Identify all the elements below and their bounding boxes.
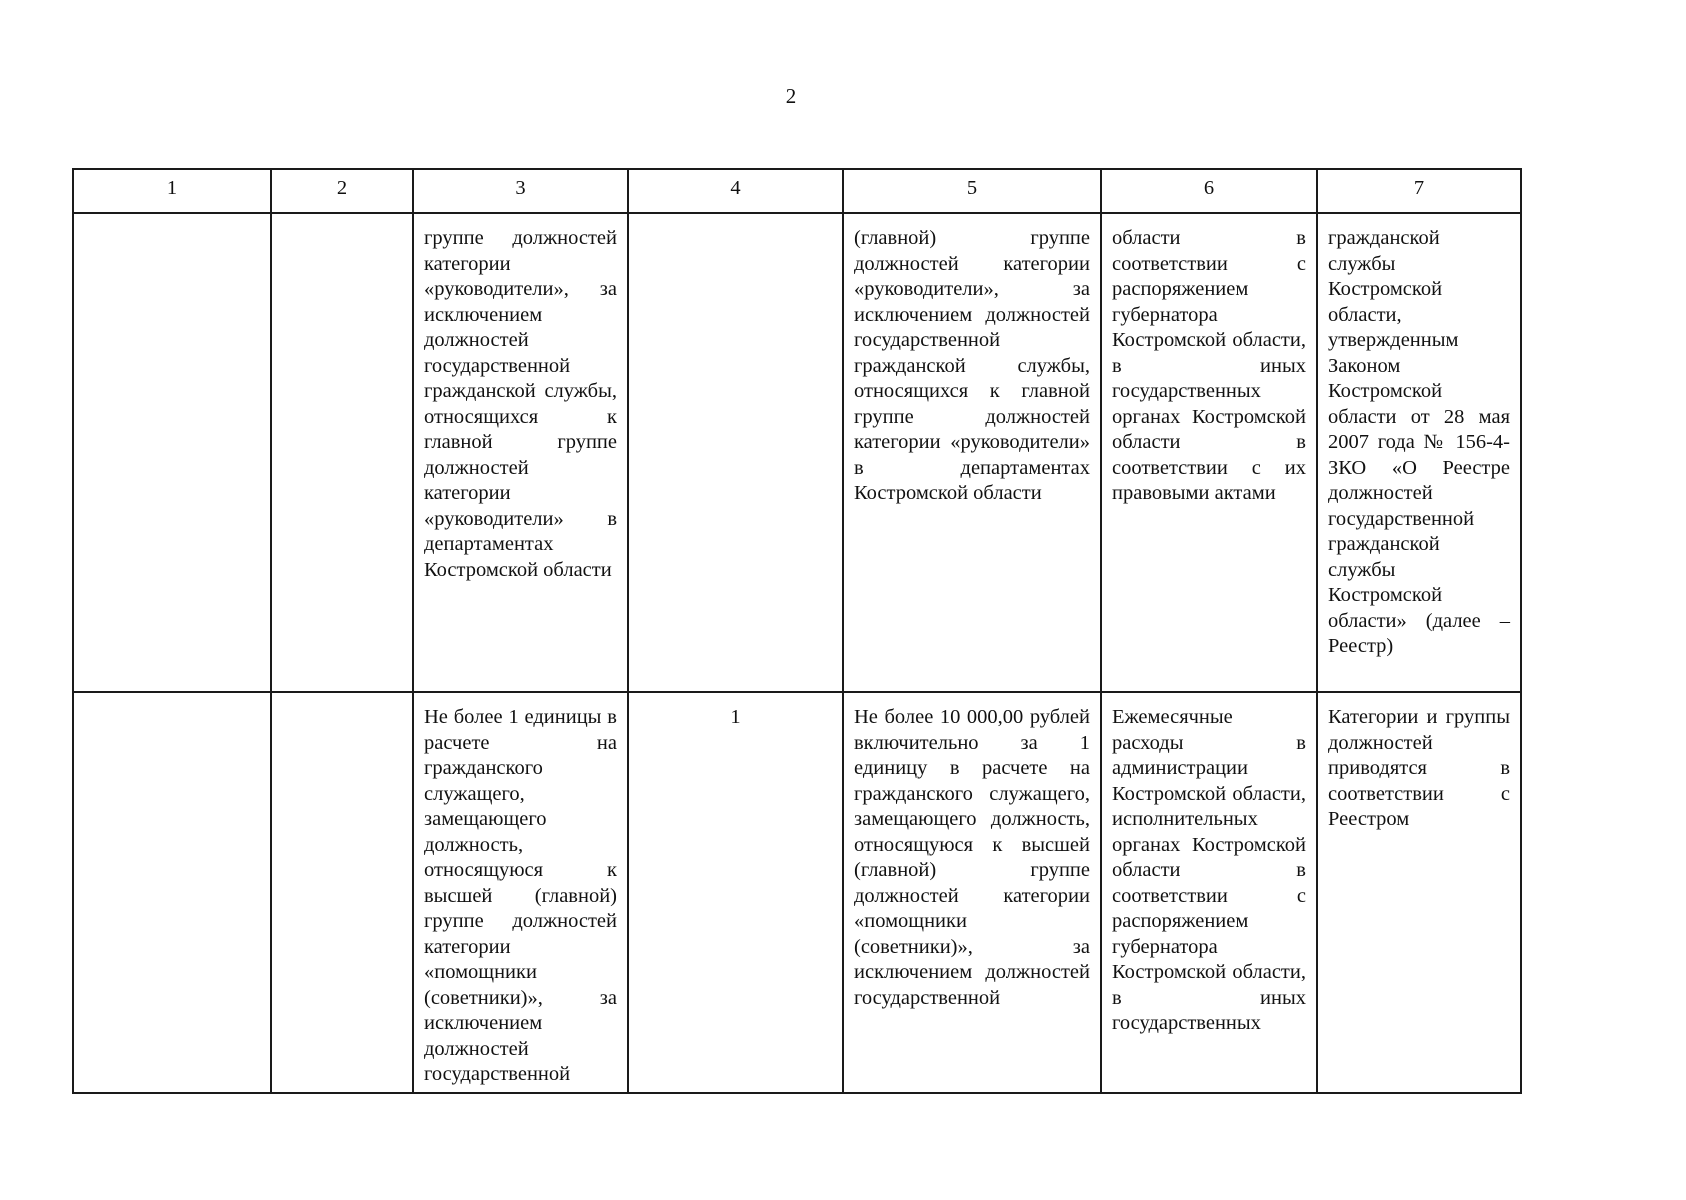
column-header-1: 1 <box>73 169 271 213</box>
column-header-3: 3 <box>413 169 628 213</box>
column-header-7: 7 <box>1317 169 1521 213</box>
table-cell-col6: области в соответствии с распоряжением губернатора Костромской области, в иных государственных органах Костромской области в соответствии с их правовыми актами <box>1101 213 1317 692</box>
table-cell-col5: Не более 10 000,00 рублей включительно за 1 единицу в расчете на гражданского служащего, замещающего должность, относящуюся к высшей (главной) группе должностей категории «помощники (советники)», за исключением должностей государственной <box>843 692 1101 1093</box>
document-table <box>72 168 1522 1094</box>
table-cell-col3: группе должностей категории «руководители», за исключением должностей государственной гражданской службы, относящихся к главной группе должностей категории «руководители» в департаментах Костромской области <box>413 213 628 692</box>
header-row <box>73 169 1521 213</box>
table-row <box>73 692 1521 1093</box>
page-number: 2 <box>785 84 797 108</box>
table-cell-col6: Ежемесячные расходы в администрации Костромской области, исполнительных органах Костромской области в соответствии с распоряжением губернатора Костромской области, в иных государственных <box>1101 692 1317 1093</box>
column-header-5: 5 <box>843 169 1101 213</box>
table-cell-col4 <box>628 213 843 692</box>
table-row <box>73 213 1521 692</box>
table-cell-col5: (главной) группе должностей категории «руководители», за исключением должностей государственной гражданской службы, относящихся к главной группе должностей категории «руководители» в департаментах Костромской области <box>843 213 1101 692</box>
table-cell-col7: гражданской службы Костромской области, утвержденным Законом Костромской области от 28 мая 2007 года № 156-4-ЗКО «О Реестре должностей государственной гражданской службы Костромской области» (далее – Реестр) <box>1317 213 1521 692</box>
table-cell-col2 <box>271 692 413 1093</box>
table-cell-col1 <box>73 692 271 1093</box>
table-cell-col7: Категории и группы должностей приводятся в соответствии с Реестром <box>1317 692 1521 1093</box>
table-cell-col2 <box>271 213 413 692</box>
column-header-2: 2 <box>271 169 413 213</box>
table-cell-col4: 1 <box>628 692 843 1093</box>
table-cell-col3: Не более 1 единицы в расчете на гражданского служащего, замещающего должность, относящуюся к высшей (главной) группе должностей категории «помощники (советники)», за исключением должностей государственной <box>413 692 628 1093</box>
column-header-6: 6 <box>1101 169 1317 213</box>
table-cell-col1 <box>73 213 271 692</box>
column-header-4: 4 <box>628 169 843 213</box>
